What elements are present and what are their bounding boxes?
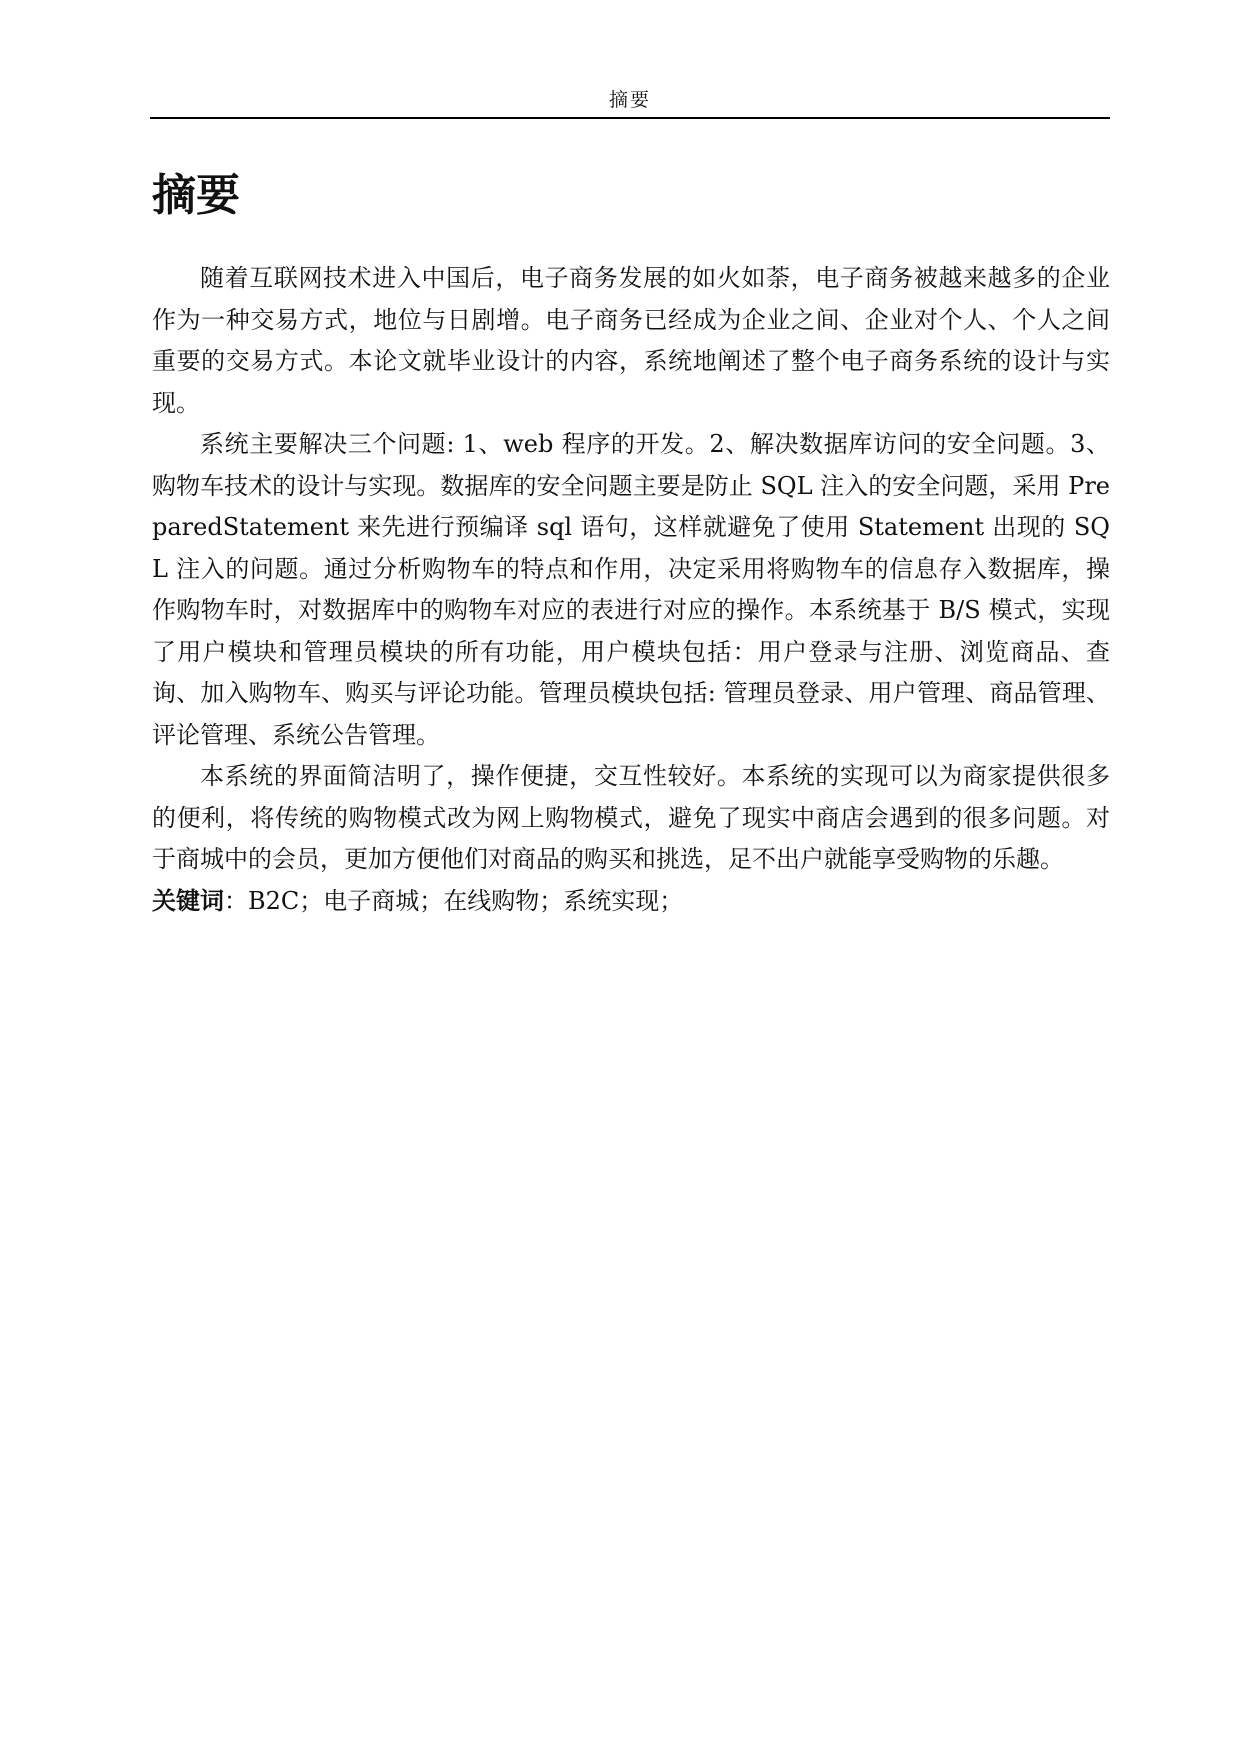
abstract-paragraph-1: 随着互联网技术进入中国后，电子商务发展的如火如荼，电子商务被越来越多的企业作为一种交易方式，地位与日剧增。电子商务已经成为企业之间、企业对个人、个人之间重要的交易方式。本论文就毕业设计的内容，系统地阐述了整个电子商务系统的设计与实现。: [152, 264, 1110, 417]
keywords-separator: ：: [224, 886, 248, 915]
keywords-line: [152, 881, 1110, 923]
running-header: 摘要: [608, 89, 651, 111]
page-title: 摘要: [152, 170, 240, 221]
abstract-body: [152, 258, 1110, 922]
abstract-paragraph-3: 本系统的界面简洁明了，操作便捷，交互性较好。本系统的实现可以为商家提供很多的便利，将传统的购物模式改为网上购物模式，避免了现实中商店会遇到的很多问题。对于商城中的会员，更加方便他们对商品的购买和挑选，足不出户就能享受购物的乐趣。: [152, 762, 1110, 873]
keywords-value: B2C；电子商城；在线购物；系统实现；: [248, 886, 684, 915]
keywords-label: 关键词: [152, 886, 224, 915]
abstract-paragraph-2: 系统主要解决三个问题: 1、web 程序的开发。2、解决数据库访问的安全问题。3、购物车技术的设计与实现。数据库的安全问题主要是防止 SQL 注入的安全问题，采用 PreparedStatement 来先进行预编译 sql 语句，这样就避免了使用 Statement 出现的 SQL 注入的问题。通过分析购物车的特点和作用，决定采用将购物车的信息存入数据库，操作购物车时，对数据库中的购物车对应的表进行对应的操作。本系统基于 B/S 模式，实现了用户模块和管理员模块的所有功能，用户模块包括：用户登录与注册、浏览商品、查询、加入购物车、购买与评论功能。管理员模块包括: 管理员登录、用户管理、商品管理、评论管理、系统公告管理。: [152, 430, 1110, 749]
header-rule: [150, 117, 1110, 119]
